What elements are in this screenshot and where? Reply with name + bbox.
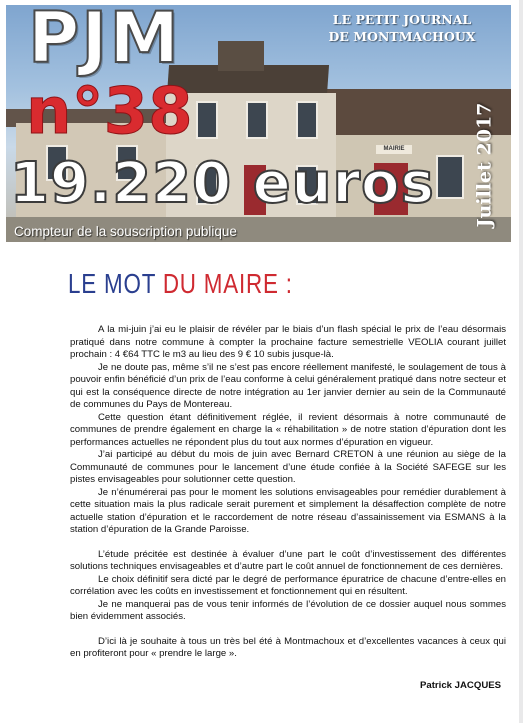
article-paragraph: J’ai participé au début du mois de juin avec Bernard CRETON à une réunion au siège de la Communauté de communes pour le lancement d’une étude confiée à la Société SAFEGE sur les pistes envisageables pour solutionner cette question. [70, 449, 506, 485]
window [246, 101, 268, 139]
issue-number: n°38 [26, 75, 193, 149]
article-paragraph: D’ici là je souhaite à tous un très bel été à Montmachoux et d’excellentes vacances à ceux qui en profiteront pour « prendre le large ». [70, 635, 506, 659]
journal-name-line1: LE PETIT JOURNAL [332, 12, 472, 27]
journal-name-line2: DE MONTMACHOUX [328, 29, 476, 44]
issue-date [464, 100, 504, 230]
journal-name [302, 11, 502, 45]
mayor-article [70, 324, 506, 661]
mayor-signature: Patrick JACQUES [420, 680, 502, 691]
section-title-part1: LE MOT [68, 268, 156, 299]
mairie-sign: MAIRIE [376, 145, 412, 154]
section-title [68, 268, 293, 300]
article-paragraph: A la mi-juin j’ai eu le plaisir de révéler par le biais d’un flash spécial le prix de l’eau désormais pratiqué dans notre commune à compter la prochaine facture semestrielle VEOLIA courant juillet prochain : 4 €64 TTC le m3 au lieu des 9 € 10 subis jusque-là. [70, 324, 506, 360]
window [436, 155, 464, 199]
article-paragraph: Je n’énumérerai pas pour le moment les solutions envisageables pour remédier durablement à cette situation mais la plus radicale serait purement et simplement la désaffection complète de notre actuelle station d’épuration et le raccordement de notre réseau d’assainissement via ESMANS à la station d’épuration de la Grande Paroisse. [70, 486, 506, 535]
subscription-amount: 19.220 euros [10, 151, 435, 216]
cover-photo-header [6, 5, 511, 242]
article-paragraph: Cette question étant définitivement réglée, il revient désormais à notre communauté de communes de prendre également en charge la « réhabilitation » de notre station d’épuration dont les performances actuelles ne répondent plus du tout aux normes d’épuration en vigueur. [70, 411, 506, 448]
article-paragraph: Le choix définitif sera dicté par le degré de performance épuratrice de chacune d’entre-elles en corrélation avec les coûts en investissement et fonctionnement qui en résultent. [70, 573, 506, 597]
article-paragraph: Je ne doute pas, même s’il ne s’est pas encore réellement manifesté, le soulagement de tous à pouvoir enfin bénéficié d’un prix de l’eau conforme à celui généralement pratiqué dans notre secteur et qui est la conséquence directe de notre intégration au 1er janvier dernier au sein de la Communauté de communes du Pays de Montereau. [70, 361, 506, 410]
masthead-title: PJM [28, 5, 182, 79]
amount-caption: Compteur de la souscription publique [14, 224, 237, 239]
bell-tower [218, 41, 264, 71]
window [296, 101, 318, 139]
article-paragraph: Je ne manquerai pas de vous tenir informés de l’évolution de ce dossier auquel nous sommes bien évidemment associés. [70, 598, 506, 622]
window [196, 101, 218, 139]
article-paragraph: L’étude précitée est destinée à évaluer d’une part le coût d’investissement des différentes solutions techniques envisageables et d’autre part le coût annuel de fonctionnement de ces dernières. [70, 548, 506, 572]
issue-date-text: Juillet 2017 [473, 102, 496, 228]
section-title-part2: DU MAIRE : [162, 268, 293, 299]
